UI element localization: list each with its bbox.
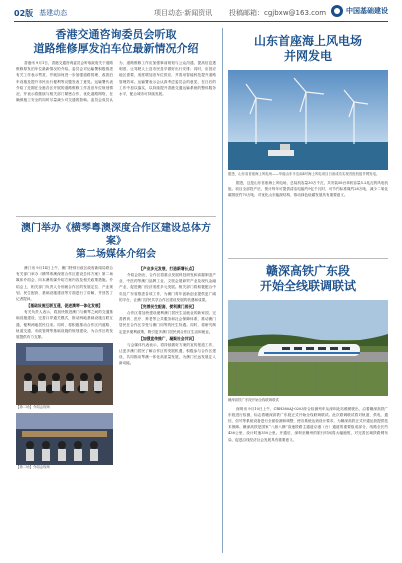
title-line-2: 第二场媒体介绍会 [76,249,156,260]
article-title [228,264,388,294]
title-line-1: 赣深高铁广东段 [265,264,350,278]
page-header [14,6,388,20]
logo-icon [331,5,343,17]
email-address: cgjbxw@163.com [264,9,327,17]
article-title [228,34,388,64]
title-line-2: 道路维修厚发泊车位最新情况介绍 [33,42,199,55]
article-shandong-wind [228,34,388,198]
photo-caption: 【第二场】介绍会现场 [16,405,50,410]
article-title [16,222,216,261]
article-divider [16,216,216,217]
article-paragraph: 与会媒体代表表示，将持续做好方案的宣传报道工作，让更多澳门居民了解合作区的发展机遇，积极参与合作区建设，共同推动琴澳一体化高质量发展，为澳门长远发展注入新动能。 [119,342,216,366]
article-body: 香港讯 9月1日，香港交通咨询委员会听取政府关于道路维修厚发泊车位最新情况的介绍。委员会对运输署积极推进有关工作表示赞赏，并就如何进一步加强道路管理、改善泊车设施及提升市民出行便利等议题发表了意见。运输署代表介绍了近期在全港各区开展的道路维修工作及泊车位规划情况，并表示将继续与相关部门紧密合作，优化道路网络，在确保施工安全的同时尽量减少对交通的影响。委员会成员认为，道路维修工作应加强事前规划与公众沟通，提高信息透明度，让驾驶人士及市民及早做好出行安排；同时，应因应地区需要，适度增加泊车位供应，并善用智能科技提升道路管理效率。运输署表示会认真考虑委员会的意见，在日后的工作中加以落实，以持续提升香港交通运输系统的整体服务水平，配合城市可持续发展。 [16,61,216,103]
logo-text: 中国基础建设 [346,7,388,15]
article-paragraph: 介绍会指出，合作区将重点发展科技研发和高端制造产业、中医药等澳门品牌工业、文旅会展商贸产业及现代金融产业，促进澳门经济适度多元发展。相关部门将积极配合中央及广东省推进各项工作，为澳门青年创新创业提供更广阔的平台，让澳门居民共享合作区建设发展的机遇和成果。 [119,273,216,302]
train-image [228,300,388,396]
article-body: 深圳讯 9月10日上午，CRH380AJ-0203综合检测列车从深圳北站缓缓驶出，沿着赣深高铁广东段进行检测，标志着赣深高铁广东段正式开始全线联调联试。此次联调联试将对轨道、供电、通信、信号等系统设备进行全面检测和调整，使各系统达到设计要求，为赣深高铁正式开通运营提供技术保障。赣深高铁是国家“八纵八横”高速铁路主通道京港（台）通道的重要组成部分，线路全长约436公里，设计时速350公里。开通后，深圳至赣州的旅行时间将大幅缩短，对完善区域铁路网布局、促进沿线经济社会发展具有重要意义。 [228,406,388,442]
article-hk-transport [16,28,216,182]
article-macau-hengqin [16,222,216,470]
wind-farm-photo [228,70,388,170]
page-number: 02版 [14,8,34,18]
article-divider [228,258,388,259]
email-label: 投稿邮箱： [229,9,264,17]
title-line-1: 山东首座海上风电场 [253,34,362,48]
briefing-photo-image [16,343,113,405]
article-ganshen-railway [228,264,388,443]
header-mid-text: 项目动态·新闻资讯 [154,9,213,17]
photo-caption: 赣深高铁广东段开始全线联调联试 [228,398,279,402]
article-paragraph: 合作区将加快建设便利澳门居民生活就业的新家园，完善教育、医疗、养老等公共服务和社会保障体系，推动澳门居民在合作区享受与澳门同等的民生待遇。同时，将研究制定更多便利政策，吸引更多澳门居民到合作区生活和就业。 [119,311,216,334]
railway-photo [228,300,388,396]
header-email [229,8,326,18]
photo-caption: 【第二场】介绍会现场 [16,464,50,469]
photo-caption: 据悉，山东省首座海上风电场——华能山东半岛南4号海上风电项目日前成功实现首批机组并网发电。 [228,172,380,176]
title-line-2: 开始全线联调联试 [259,279,356,293]
title-line-1: 香港交通咨询委员会听取 [55,28,177,41]
masthead-logo [331,5,388,17]
subheading-industry: 【产业多元发展，打造新增长点】 [139,266,196,271]
column-separator [222,28,223,553]
briefing-photo-1 [16,343,113,405]
article-paragraph: 有关负责人表示，将加快推进澳门与横琴之间的交通基础设施建设，完善口岸通关模式，推动两地基础设施互联互通，便利两地居民往来。同时，将积极推动合作区内道路、轨道交通、市政管网等基础设施的规划建设，为合作区的发展提供有力支撑。 [16,310,113,340]
article-title [16,28,216,56]
title-line-1: 澳门举办《横琴粤澳深度合作区建设总体方案》 [21,223,211,247]
title-line-2: 并网发电 [283,49,332,63]
wind-turbine-image [228,70,388,170]
section-name: 基建动态 [39,9,68,17]
subheading-publicity: 【加强宣传推广，凝聚社会共识】 [139,335,196,341]
article-body: 据悉，这是山东首座海上风电场，总装机容量30万千瓦，共安装58台单机容量5.2兆瓦的风电机组。项目全部投产后，预计每年可提供清洁电能约9亿千瓦时，可节约标准煤约28万吨，减少二氧化碳排放约70万吨，对优化山东能源结构、推动绿色低碳发展具有重要意义。 [228,180,388,197]
article-intro: 澳门讯 9月14日上午，澳门特别行政区政府新闻局联合有关部门举办《横琴粤澳深度合作区建设总体方案》第二场媒体介绍会，向本澳传媒介绍方案内容及相关政策措施。介绍会上，相关部门负责人分别就合作区的发展定位、产业规划、民生配套、基础设施建设等方面进行了讲解，并回答了记者提问。 [16,266,113,302]
briefing-photo-image [16,413,113,465]
header-rule [14,21,388,22]
subheading-livelihood: 【完善民生配套，便利澳门居民】 [139,304,196,310]
briefing-photo-2 [16,413,113,465]
subheading-infrastructure: 【基础设施互联互通，促进澳琴一体化发展】 [26,303,103,309]
